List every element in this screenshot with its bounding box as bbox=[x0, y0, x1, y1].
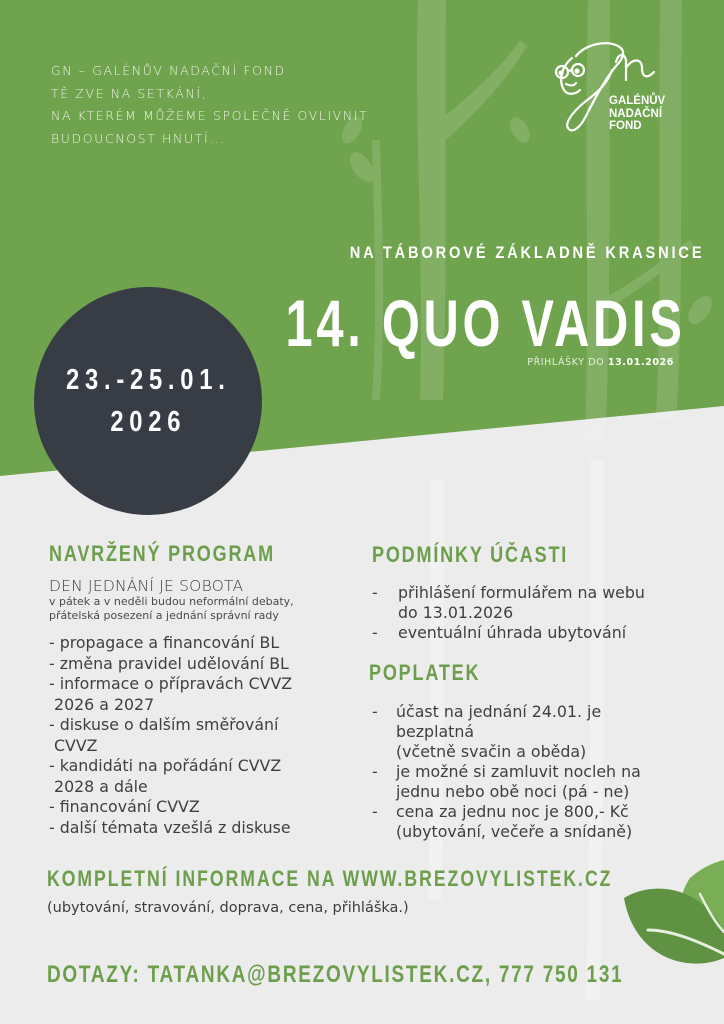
contact-info[interactable]: DOTAZY: TATANKA@BREZOVYLISTEK.CZ, 777 750 131 bbox=[47, 961, 624, 988]
program-list bbox=[49, 633, 325, 838]
program-item: CVVZ bbox=[49, 735, 98, 755]
logo-line: FOND bbox=[609, 120, 642, 132]
deadline-date: 13.01.2026 bbox=[607, 357, 674, 368]
event-date-badge bbox=[34, 287, 262, 515]
logo-line: GALÉNŮV bbox=[609, 95, 666, 107]
program-note-line: v pátek a v neděli budou neformální debaty, bbox=[49, 595, 294, 608]
line: cena za jednu noc je 800,- Kč bbox=[396, 802, 629, 821]
fee-list bbox=[369, 702, 641, 842]
program-item: 2026 a 2027 bbox=[49, 694, 155, 714]
intro-line: GN – GALÉNŮV NADAČNÍ FOND bbox=[51, 63, 286, 78]
line: do 13.01.2026 bbox=[398, 603, 514, 622]
conditions-section bbox=[372, 542, 645, 643]
line: bezplatná bbox=[396, 722, 475, 741]
program-item: - další témata vzešlá z diskuse bbox=[49, 817, 291, 837]
fee-section bbox=[369, 660, 641, 842]
conditions-item-text: eventuální úhrada ubytování bbox=[398, 623, 627, 642]
program-item: - změna pravidel udělování BL bbox=[49, 653, 289, 673]
program-section bbox=[49, 541, 325, 838]
full-info-link[interactable]: KOMPLETNÍ INFORMACE NA WWW.BREZOVYLISTEK.CZ bbox=[47, 866, 613, 891]
intro-text bbox=[51, 60, 368, 150]
intro-line: BUDOUCNOST HNUTÍ... bbox=[51, 130, 226, 146]
program-item: 2028 a dále bbox=[49, 776, 148, 796]
fee-item bbox=[369, 762, 641, 802]
bullet-dash: - bbox=[372, 762, 378, 781]
line: (ubytování, večeře a snídaně) bbox=[396, 822, 633, 841]
logo-text bbox=[609, 95, 665, 133]
line: jednu nebo obě noci (pá - ne) bbox=[396, 782, 630, 801]
bullet-dash: - bbox=[372, 702, 378, 721]
fee-item-text bbox=[396, 702, 601, 762]
conditions-list bbox=[372, 583, 645, 643]
event-date-range: 23.-25.01. bbox=[65, 364, 231, 396]
event-title: 14. QUO VADIS bbox=[285, 286, 686, 360]
program-item: - informace o přípravách CVVZ bbox=[49, 674, 293, 693]
full-info-subtext: (ubytování, stravování, doprava, cena, přihláška.) bbox=[47, 900, 409, 916]
logo-line: NADAČNÍ bbox=[609, 107, 663, 120]
program-item: - diskuse o dalším směřování bbox=[49, 715, 279, 734]
deadline-label: PŘIHLÁŠKY DO bbox=[527, 357, 605, 368]
program-item: - propagace a financování BL bbox=[49, 633, 280, 652]
line: (včetně svačin a oběda) bbox=[396, 742, 587, 761]
conditions-heading: PODMÍNKY ÚČASTI bbox=[372, 542, 569, 567]
program-heading: NAVRŽENÝ PROGRAM bbox=[49, 541, 275, 566]
registration-deadline bbox=[527, 357, 674, 368]
fee-item-text bbox=[396, 762, 641, 802]
conditions-item bbox=[372, 623, 645, 643]
fee-item bbox=[369, 702, 641, 762]
intro-line: NA KTERÉM MŮŽEME SPOLEČNĚ OVLIVNIT bbox=[51, 108, 369, 123]
line: přihlášení formulářem na webu bbox=[398, 583, 645, 602]
program-note-line: přátelská posezení a jednání správní rady bbox=[49, 609, 279, 622]
bullet-dash: - bbox=[372, 623, 378, 642]
line: je možné si zamluvit nocleh na bbox=[396, 762, 641, 781]
venue-text: NA TÁBOROVÉ ZÁKLADNĚ KRASNICE bbox=[349, 243, 704, 262]
bullet-dash: - bbox=[372, 583, 378, 602]
conditions-item-text bbox=[398, 583, 645, 623]
line: účast na jednání 24.01. je bbox=[396, 702, 602, 721]
bullet-dash: - bbox=[372, 802, 378, 821]
conditions-item bbox=[372, 583, 645, 623]
program-subheading: DEN JEDNÁNÍ JE SOBOTA bbox=[49, 577, 244, 595]
leaves-icon bbox=[620, 858, 724, 968]
program-note bbox=[49, 595, 325, 623]
program-item: - kandidáti na pořádání CVVZ bbox=[49, 756, 282, 775]
fee-item bbox=[369, 802, 641, 842]
event-date-year: 2026 bbox=[110, 406, 186, 438]
fee-item-text bbox=[396, 802, 632, 842]
fee-heading: POPLATEK bbox=[369, 660, 481, 685]
intro-line: TĚ ZVE NA SETKÁNÍ, bbox=[51, 85, 208, 101]
program-item: - financování CVVZ bbox=[49, 797, 200, 816]
